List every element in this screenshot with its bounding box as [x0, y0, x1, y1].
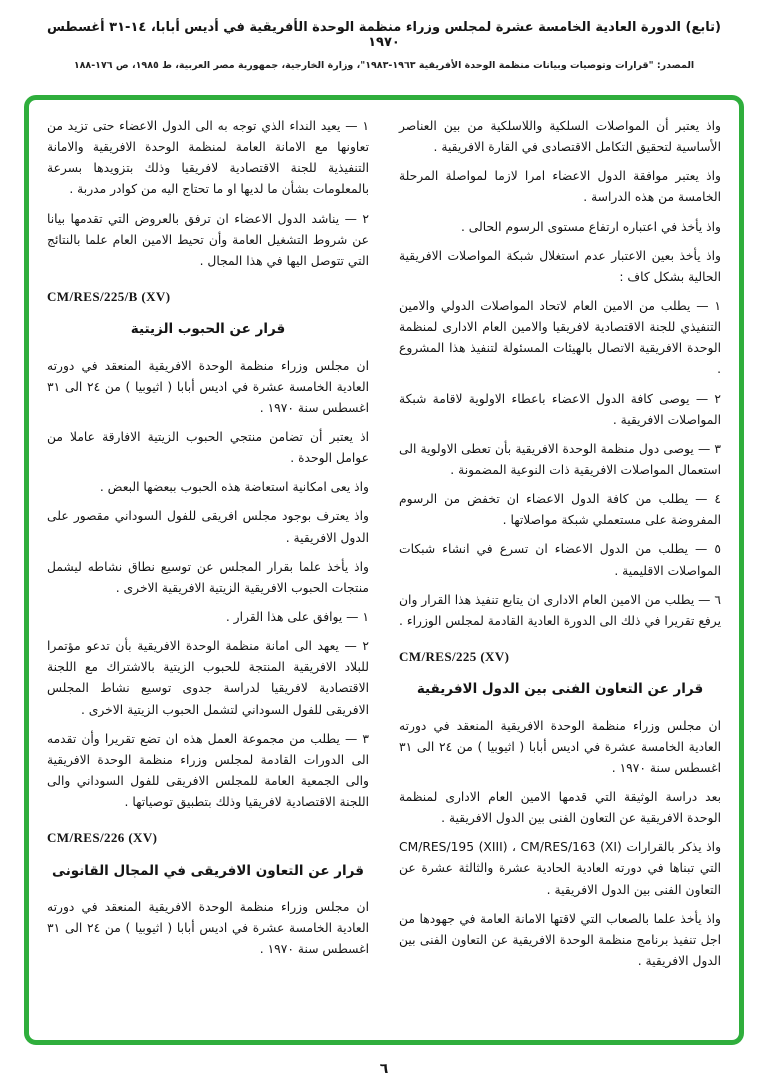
text-block: ٣ — يوصى دول منظمة الوحدة الافريقية بأن تعطى الاولوية الى استعمال المواصلات الافريقية ذات النوعية المضمونة .	[399, 441, 721, 477]
text-block: واذ يأخذ في اعتباره ارتفاع مستوى الرسوم الحالى .	[460, 219, 721, 234]
resolution-ref: CM/RES/225 (XV)	[399, 648, 510, 664]
column-left	[47, 116, 369, 1024]
text-block: ان مجلس وزراء منظمة الوحدة الافريقية المنعقد في دورته العادية الخامسة عشرة في اديس أبابا ( اثيوبيا ) من ٢٤ الى ٣١ اغسطس سنة ١٩٧٠ .	[47, 899, 369, 957]
text-block: واذ يعتبر موافقة الدول الاعضاء امرا لازما لمواصلة المرحلة الخامسة من هذه الدراسة .	[399, 169, 721, 205]
header-source-note: المصدر: "قرارات وتوصيات وبيانات منظمة الوحدة الأفريقية ١٩٦٣-١٩٨٣"، وزارة الخارجية، جمهورية مصر العربية، ط ١٩٨٥، ص ١٧٦-١٨٨	[73, 60, 695, 71]
resolution-title: قرار عن التعاون الافريقى في المجال القانونى	[52, 862, 364, 879]
two-column-layout	[47, 116, 721, 1024]
text-block: ٢ — يوصى كافة الدول الاعضاء باعطاء الاولوية لاقامة شبكة المواصلات الافريقية .	[399, 391, 721, 427]
text-block: ان مجلس وزراء منظمة الوحدة الافريقية المنعقد في دورته العادية الخامسة عشرة في اديس أبابا ( اثيوبيا ) من ٢٤ الى ٣١ اغسطس سنة ١٩٧٠ .	[399, 718, 721, 775]
text-block: اذ يعتبر أن تضامن منتجي الحبوب الزيتية الافارقة عاملا من عوامل الوحدة .	[47, 429, 369, 466]
resolution-ref: CM/RES/225/B (XV)	[47, 288, 171, 304]
header-title: (تابع) الدورة العادية الخامسة عشرة لمجلس وزراء منظمة الوحدة الأفريقية في أديس أبابا، ١٤-٣١ أغسطس ١٩٧٠	[47, 20, 721, 50]
resolution-ref: CM/RES/226 (XV)	[47, 830, 158, 846]
resolution-title: قرار عن الحبوب الزيتية	[130, 321, 286, 338]
text-block: واذ يعى امكانية استعاضة هذه الحبوب ببعضها البعض .	[99, 480, 369, 495]
text-block: واذ يعترف بوجود مجلس افريقى للفول السوداني مقصور على الدول الافريقية .	[47, 509, 369, 545]
text-block: ٤ — يطلب من كافة الدول الاعضاء ان تخفض من الرسوم المفروضة على مستعملي شبكة مواصلاتها .	[399, 492, 721, 528]
resolution-title: قرار عن التعاون الفنى بين الدول الافريقية	[416, 681, 704, 698]
text-block: ٣ — يطلب من مجموعة العمل هذه ان تضع تقريرا وأن تقدمه الى الدورات القادمة لمجلس وزراء منظمة الوحدة الافريقية والى الجمعية العامة للمجلس الافريقى للفول السوداني والى اللجنة الاقتصادية لافريقيا وذلك بتطبيق توصياتها .	[47, 731, 369, 810]
text-block: واذ يأخذ علما بقرار المجلس عن توسيع نطاق نشاطه ليشمل منتجات الحبوب الافريقية الزيتية الافريقية الاخرى .	[47, 559, 369, 595]
text-block: ان مجلس وزراء منظمة الوحدة الافريقية المنعقد في دورته العادية الخامسة عشرة في اديس أبابا ( اثيوبيا ) من ٢٤ الى ٣١ اغسطس سنة ١٩٧٠ .	[47, 358, 369, 415]
text-block: ٥ — يطلب من الدول الاعضاء ان تسرع في انشاء شبكات المواصلات الاقليمية .	[399, 542, 721, 578]
text-block: ١ — يوافق على هذا القرار .	[225, 609, 369, 624]
text-block: ١ — يعيد النداء الذي توجه به الى الدول الاعضاء حتى تزيد من تعاونها مع الامانة العامة لمنظمة الوحدة الافريقية والامانة التنفيذية للجنة الاقتصادية لافريقيا وذلك بتزويدها بسرعة بالمعلومات بشأن ما لديها او ما تحتاج اليه من كوادر مدربة .	[47, 119, 369, 197]
text-block: واذ يذكر بالقرارات CM/RES/195 (XIII) ، CM/RES/163 (XI) التي تبناها في دورته العادية الحادية عشرة والثالثة عشرة عن التعاون الفنى بين الدول الافريقية .	[399, 840, 722, 897]
text-block: واذ يعتبر أن المواصلات السلكية واللاسلكية من بين العناصر الأساسية لتحقيق التكامل الاقتصادى في القارة الافريقية .	[399, 119, 721, 155]
document-header	[0, 0, 768, 71]
text-block: واذ يأخذ علما بالصعاب التي لاقتها الامانة العامة في جهودها من اجل تنفيذ برنامج منظمة الوحدة الافريقية عن التعاون الفنى بين الدول الافريقية .	[399, 911, 721, 968]
column-right	[399, 116, 721, 1024]
text-block: ٢ — يناشد الدول الاعضاء ان ترفق بالعروض التي تقدمها بيانا عن شروط التشغيل العامة وأن تحيط الامين العام علما بالنتائج التي تتوصل اليها في هذا المجال .	[47, 211, 369, 268]
text-block: ٢ — يعهد الى امانة منظمة الوحدة الافريقية بأن تدعو مؤتمرا للبلاد الافريقية المنتجة للحبوب الزيتية بالاشتراك مع اللجنة الاقتصادية لافريقيا لدراسة جدوى توسيع نشاط المجلس الافريقى للفول السوداني لتشمل الحبوب الزيتية الاخرى .	[47, 639, 369, 717]
green-border-content-box	[24, 95, 744, 1045]
page-number: ٦	[379, 1061, 389, 1077]
text-block: ٦ — يطلب من الامين العام الادارى ان يتابع تنفيذ هذا القرار وان يرفع تقريرا في ذلك الى الدورة العادية القادمة لمجلس الوزراء .	[399, 592, 721, 628]
text-block: ١ — يطلب من الامين العام لاتحاد المواصلات الدولي والامين التنفيذي للجنة الاقتصادية لافريقيا والامين العام الادارى لمنظمة الوحدة الافريقية الاتصال بالهيئات المسئولة لتنفيذ هذا المشروع .	[399, 298, 721, 377]
text-block: واذ يأخذ بعين الاعتبار عدم استغلال شبكة المواصلات الافريقية الحالية بشكل كاف :	[399, 248, 721, 284]
text-block: بعد دراسة الوثيقة التي قدمها الامين العام الادارى لمنظمة الوحدة الافريقية عن التعاون الفنى بين الدول الافريقية .	[399, 789, 721, 826]
